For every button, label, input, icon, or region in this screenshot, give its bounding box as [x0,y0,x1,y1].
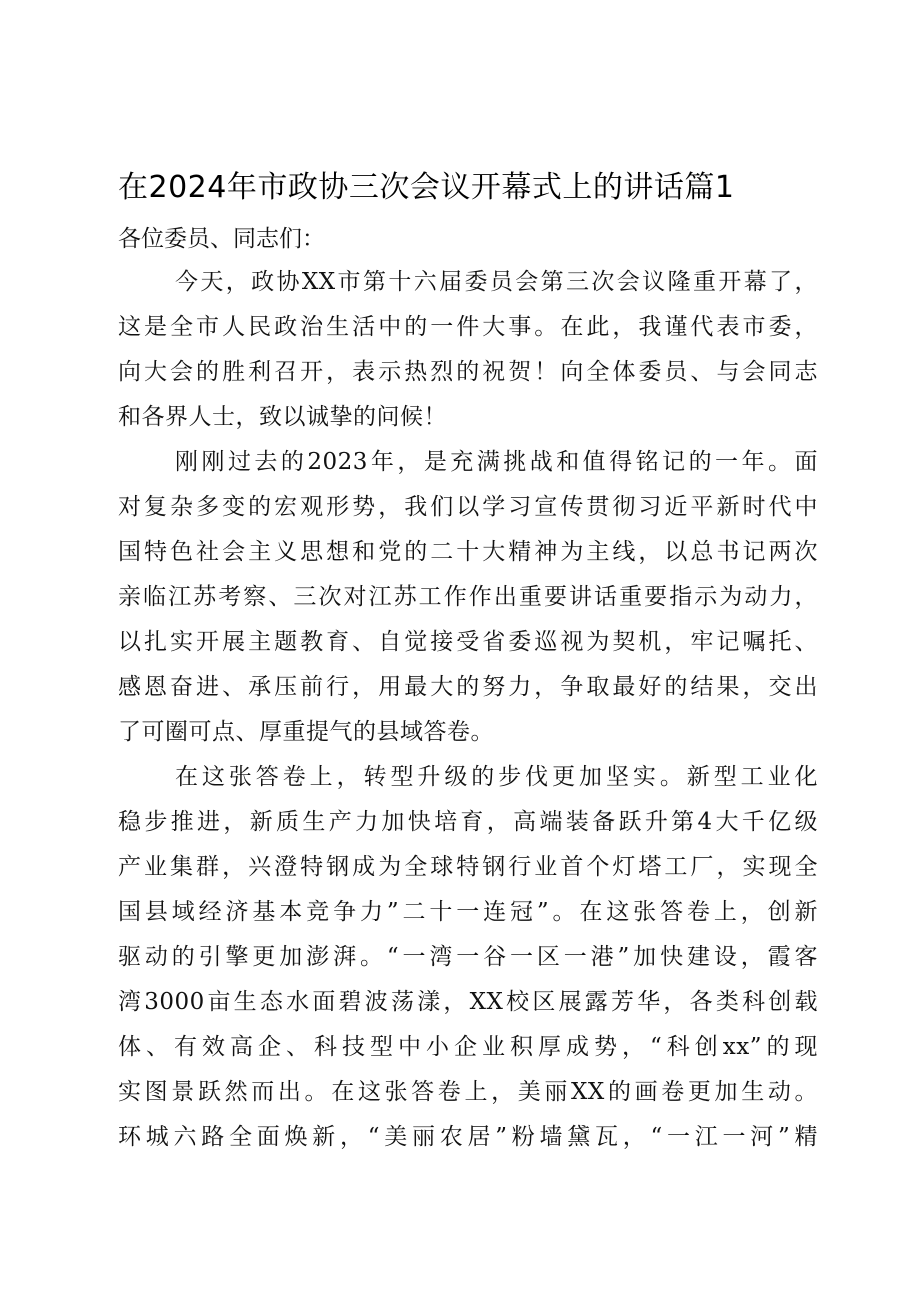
paragraph-2 [118,440,818,755]
paragraph-3 [118,755,818,1160]
paragraph-line: 了可圈可点、厚重提气的县域答卷。 [118,719,494,745]
paragraph-line: 国特色社会主义思想和党的二十大精神为主线，以总书记两次 [118,539,818,565]
paragraph-line: 向大会的胜利召开，表示热烈的祝贺！向全体委员、与会同志 [118,359,818,385]
paragraph-line: 亲临江苏考察、三次对江苏工作作出重要讲话重要指示为动力， [118,584,818,610]
paragraph-line: 感恩奋进、承压前行，用最大的努力，争取最好的结果，交出 [118,674,818,700]
paragraph-line: 和各界人士，致以诚挚的问候！ [118,404,447,430]
paragraph-line: 在这张答卷上，转型升级的步伐更加坚实。新型工业化 [175,764,818,790]
paragraph-line: 今天，政协XX市第十六届委员会第三次会议隆重开幕了， [175,269,818,295]
paragraph-line: 刚刚过去的2023年，是充满挑战和值得铭记的一年。面 [175,449,818,475]
document-body [118,260,818,1160]
paragraph-line: 环城六路全面焕新，“美丽农居”粉墙黛瓦，“一江一河”精 [118,1124,818,1150]
paragraph-line: 对复杂多变的宏观形势，我们以学习宣传贯彻习近平新时代中 [118,494,818,520]
paragraph-line: 体、有效高企、科技型中小企业积厚成势，“科创xx”的现 [118,1034,818,1060]
paragraph-line: 稳步推进，新质生产力加快培育，高端装备跃升第4大千亿级 [118,809,818,835]
paragraph-line: 以扎实开展主题教育、自觉接受省委巡视为契机，牢记嘱托、 [118,629,818,655]
paragraph-line: 实图景跃然而出。在这张答卷上，美丽XX的画卷更加生动。 [118,1079,818,1105]
paragraph-line: 驱动的引擎更加澎湃。“一湾一谷一区一港”加快建设，霞客 [118,944,818,970]
paragraph-line: 这是全市人民政治生活中的一件大事。在此，我谨代表市委， [118,314,818,340]
paragraph-1 [118,260,818,440]
document-title: 在2024年市政协三次会议开幕式上的讲话篇1 [118,170,735,205]
paragraph-line: 国县域经济基本竞争力”二十一连冠”。在这张答卷上，创新 [118,899,818,925]
paragraph-line: 湾3000亩生态水面碧波荡漾，XX校区展露芳华，各类科创载 [118,989,818,1015]
salutation: 各位委员、同志们： [118,226,325,252]
paragraph-line: 产业集群，兴澄特钢成为全球特钢行业首个灯塔工厂，实现全 [118,854,818,880]
